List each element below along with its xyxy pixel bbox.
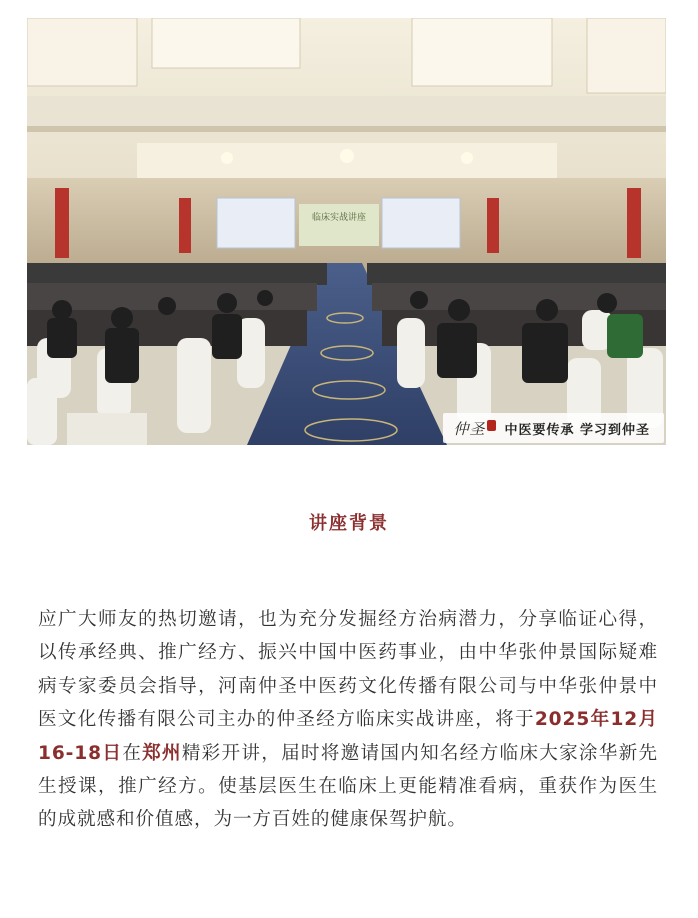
intro-paragraph bbox=[38, 603, 658, 837]
watermark-banner bbox=[443, 413, 664, 443]
section-title: 讲座背景 bbox=[309, 513, 389, 534]
brand-logo-text: 仲圣 bbox=[453, 419, 486, 438]
intro-text-2: 在 bbox=[122, 742, 143, 764]
intro-text-1: 应广大师友的热切邀请，也为充分发掘经方治病潜力，分享临证心得，以传承经典、推广经方、振兴中国中医药事业，由中华张仲景国际疑难病专家委员会指导，河南仲圣中医药文化传播有限公司与中华张仲景中医文化传播有限公司主办的仲圣经方临床实战讲座，将于 bbox=[38, 609, 658, 731]
stage-sign: 临床实战讲座 bbox=[311, 213, 367, 223]
brand-logo bbox=[453, 418, 496, 439]
watermark-slogan: 中医要传承 学习到仲圣 bbox=[504, 422, 650, 438]
event-city: 郑州 bbox=[142, 742, 182, 764]
lecture-hall-photo bbox=[27, 18, 666, 445]
lecture-hall-scene bbox=[27, 18, 666, 445]
event-date: 2025年12月16-18日 bbox=[38, 709, 658, 764]
intro-text-3: 精彩开讲，届时将邀请国内知名经方临床大家涂华新先生授课，推广经方。使基层医生在临床上更能精准看病，重获作为医生的成就感和价值感，为一方百姓的健康保驾护航。 bbox=[38, 742, 658, 831]
seal-icon bbox=[487, 420, 496, 431]
